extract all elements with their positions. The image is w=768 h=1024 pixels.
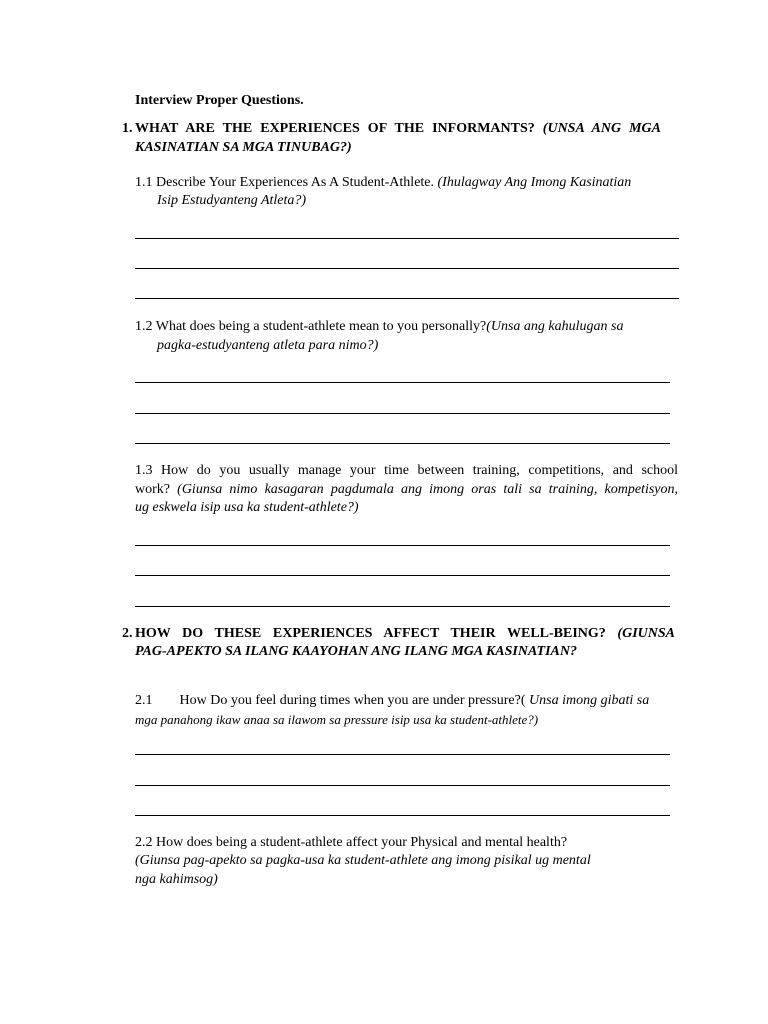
answer-line[interactable] <box>135 545 670 546</box>
answer-line[interactable] <box>135 238 679 239</box>
question-2-1-translation-cont: mga panahong ikaw anaa sa ilawom sa pressure isip usa ka student-athlete?) <box>135 712 539 727</box>
answer-line[interactable] <box>135 785 670 786</box>
answer-line[interactable] <box>135 268 679 269</box>
page-title: Interview Proper Questions. <box>135 93 304 108</box>
question-2-2-translation-cont: nga kahimsog) <box>135 872 218 887</box>
question-2-1 <box>135 692 649 710</box>
question-2-2-translation: (Giunsa pag-apekto sa pagka-usa ka student-athlete ang imong pisikal ug mental <box>135 853 591 868</box>
section-1-title-text: WHAT ARE THE EXPERIENCES OF THE INFORMANTS? <box>135 121 535 136</box>
question-1-1-text: 1.1 Describe Your Experiences As A Student-Athlete. <box>135 175 435 190</box>
section-2-number: 2. <box>122 626 133 641</box>
answer-line[interactable] <box>135 815 670 816</box>
question-1-1 <box>135 174 631 192</box>
section-2-title-text: HOW DO THESE EXPERIENCES AFFECT THEIR WELL-BEING? <box>135 626 606 641</box>
question-1-3-translation-cont: ug eskwela isip usa ka student-athlete?) <box>135 500 359 515</box>
answer-line[interactable] <box>135 754 670 755</box>
answer-line[interactable] <box>135 298 679 299</box>
question-2-1-text: How Do you feel during times when you are under pressure?( <box>179 693 526 708</box>
answer-line[interactable] <box>135 413 670 414</box>
question-1-3-line-1: 1.3 How do you usually manage your time between training, competitions, and school <box>135 463 678 478</box>
question-1-1-translation: (Ihulagway Ang Imong Kasinatian <box>437 175 632 190</box>
section-1-title-translation: (UNSA ANG MGA <box>542 121 662 136</box>
question-1-1-translation-cont: Isip Estudyanteng Atleta?) <box>157 193 307 208</box>
section-2-title <box>135 625 675 643</box>
question-2-1-number: 2.1 <box>135 693 153 708</box>
question-2-1-translation: Unsa imong gibati sa <box>529 693 650 708</box>
section-1-title-translation-cont: KASINATIAN SA MGA TINUBAG?) <box>135 140 352 155</box>
question-1-2-text: 1.2 What does being a student-athlete mean to you personally? <box>135 319 487 334</box>
answer-line[interactable] <box>135 575 670 576</box>
question-1-3-text-end: work? <box>135 482 170 497</box>
section-1-number: 1. <box>122 121 133 136</box>
question-1-2 <box>135 318 623 336</box>
question-1-2-translation: (Unsa ang kahulugan sa <box>486 319 624 334</box>
answer-line[interactable] <box>135 443 670 444</box>
section-2-title-translation-cont: PAG-APEKTO SA ILANG KAAYOHAN ANG ILANG MGA KASINATIAN? <box>135 644 578 659</box>
section-2-title-translation: (GIUNSA <box>617 626 675 641</box>
question-1-3-line-2 <box>135 481 678 499</box>
question-2-2: 2.2 How does being a student-athlete affect your Physical and mental health? <box>135 835 568 850</box>
section-1-title <box>135 120 661 138</box>
answer-line[interactable] <box>135 382 670 383</box>
question-1-2-translation-cont: pagka-estudyanteng atleta para nimo?) <box>157 338 379 353</box>
question-1-3-translation: (Giunsa nimo kasagaran pagdumala ang imong oras tali sa training, kompetisyon, <box>177 482 678 497</box>
answer-line[interactable] <box>135 606 670 607</box>
